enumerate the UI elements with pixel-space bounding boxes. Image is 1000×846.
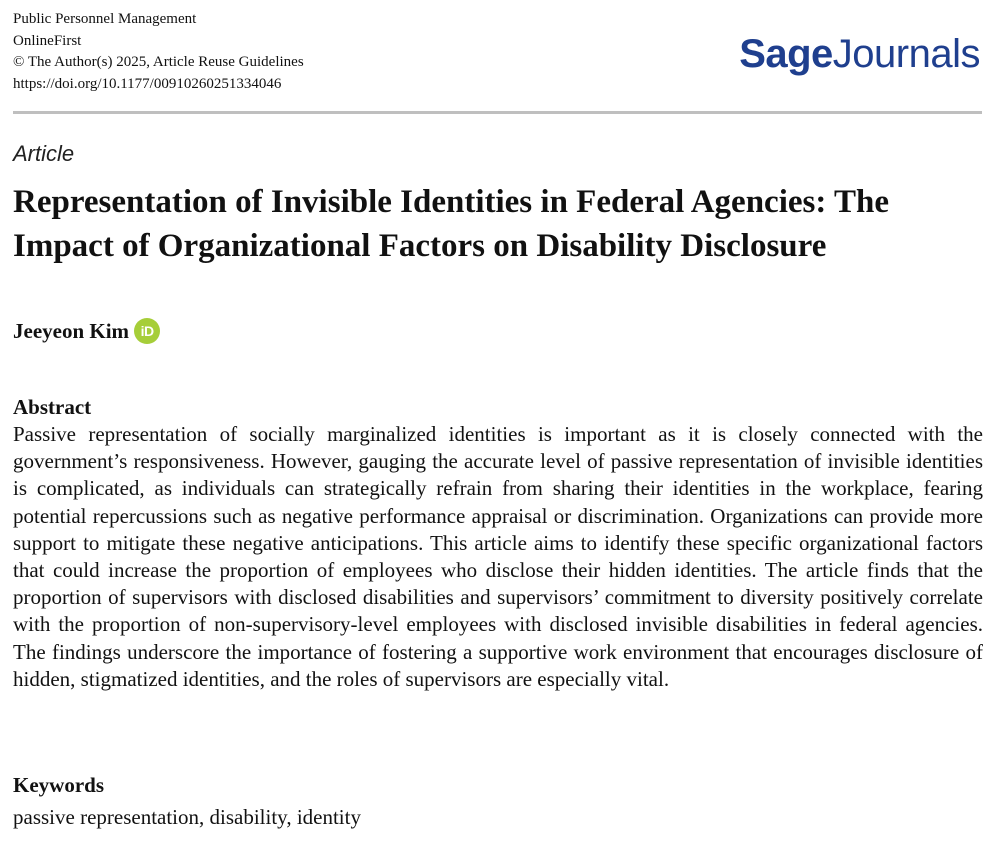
- header-divider: [13, 111, 982, 114]
- abstract-text: Passive representation of socially marginalized identities is important as it is closely connected with the government’s responsiveness. However, gauging the accurate level of passive representation of invisible identities is complicated, as individuals can strategically refrain from sharing their identities in the workplace, fearing potential repercussions such as negative performance appraisal or discrimination. Organizations can provide more support to mitigate these negative anticipations. This article aims to identify these specific organizational factors that could increase the proportion of employees who disclose their hidden identities. The article finds that the proportion of supervisors with disclosed disabilities and supervisors’ commitment to diversity positively correlate with the proportion of non-supervisory-level employees with disclosed invisible disabilities in federal agencies. The findings underscore the importance of fostering a supportive work environment that encourages disclosure of hidden, stigmatized identities, and the roles of supervisors are especially vital.: [13, 422, 983, 691]
- keywords-heading: Keywords: [13, 773, 104, 797]
- keywords-text: passive representation, disability, identity: [13, 805, 361, 829]
- article-title: Representation of Invisible Identities in Federal Agencies: The Impact of Organizational Factors on Disability Disclosure: [13, 184, 890, 264]
- doi-link[interactable]: https://doi.org/10.1177/00910260251334046: [13, 75, 282, 92]
- journal-name: Public Personnel Management: [13, 11, 197, 27]
- publication-status: OnlineFirst: [13, 32, 82, 49]
- journal-metadata: [13, 9, 304, 95]
- sage-journals-logo[interactable]: [739, 30, 980, 78]
- logo-journals-text: Journals: [832, 32, 980, 76]
- author-line: [13, 316, 160, 346]
- article-type-label: Article: [13, 141, 75, 166]
- author-name[interactable]: Jeeyeon Kim: [13, 319, 130, 343]
- abstract-heading: Abstract: [13, 395, 92, 419]
- orcid-icon[interactable]: iD: [134, 318, 160, 344]
- copyright-notice[interactable]: © The Author(s) 2025, Article Reuse Guidelines: [13, 54, 304, 70]
- logo-sage-text: Sage: [739, 32, 833, 76]
